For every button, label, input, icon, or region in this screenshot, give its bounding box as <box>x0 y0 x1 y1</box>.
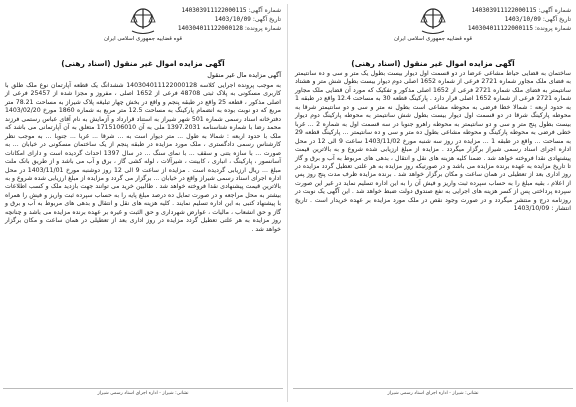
notice-references <box>468 6 571 33</box>
notice-number-row: شماره آگهی: 140303911122000115 <box>471 7 571 14</box>
notice-date-row: تاریخ آگهی: 1403/10/09 <box>504 16 571 23</box>
notice-header <box>3 2 283 58</box>
column-divider <box>287 4 288 402</box>
judiciary-emblem-icon <box>416 5 450 37</box>
notice-date-row: تاریخ آگهی: 1403/10/09 <box>214 16 281 23</box>
notice-body: ساختمان به قضایی حیاط مشاعی عرضا در دو قسمت اول دیوار بیست بطول یک متر و سی و ده سانتیمتر به فضای ملک مجاور شماره 2721 فرعی از شماره 1652 اصلی دوم دیوار بیست بطول شش متر و هشتاد سانتیمتر به فضای ملک شماره 2721 فرعی از 1652 اصلی مذکور و تفکیک که مورد آن قضایی ملک مجاور شماره 2721 فرعی از شماره 1652 اصلی قرار دارد . پارکینگ قطعه 30 به مساحت 12.4 واقع در طبقه 1 به حدود اربعه : شمالا خطا فرضی به محوطه مشاعی است بطول نه متر و سی و دو سانتیمتر شرقا به محوطه پارکینگ شرقا در دو قسمت اول دیوار بیست بطول شش سانتیمتر به محوطه پارکینگ دوم دیوار بیست بطول پنج متر و سی و دو سانتیمتر به محوطه راهرو جنوبا در سه قسمت اول به شماره 2 ... غربا خطی فرضی به محوطه پارکینگ و محوطه مشاعی بطول ده متر و سی و ده سانتیمتر ... پارکینگ قطعه 29 به مساحت ... واقع در طبقه 1 ... مزایده در روز سه شنبه مورخ 1403/11/02 ساعت 9 الی 12 در محل اداره اجرای اسناد رسمی شیراز برگزار میگردد . مزایده از مبلغ ارزیابی شده شروع و به بالاترین قیمت پیشنهادی نقدا فروخته خواهد شد . ضمنا کلیه هزینه های نقل و انتقال ، بدهی های مربوط به آب و برق و گاز تا تاریخ مزایده به عهده برنده مزایده می باشد و در صورتیکه روز مزایده به هر علتی تعطیل گردد مزایده در روز اداری بعد از تعطیلی در همان ساعت و مکان برگزار خواهد شد . برنده مزایده ظرف مدت پنج روز پس از اعلام ، بقیه مبلغ را به حساب سپرده ثبت واریز و فیش آن را به این اداره تسلیم نماید در غیر این صورت سپرده پرداختی پس از کسر هزینه های اجرایی به نفع صندوق دولت ضبط خواهد شد . این آگهی یک نوبت در روزنامه درج و منتشر میگردد و در صورت وجود نقص در ملک مورد مزایده بر عهده خریدار است . تاریخ انتشار : 1403/10/09 <box>295 70 572 213</box>
notice-column-right <box>293 2 573 405</box>
notice-body: به موجب پرونده اجرایی کلاسه 140304011122000128 ششدانگ یک قطعه آپارتمان نوع ملک طلق با کاربری مسکونی به پلاک ثبتی 48708 فرعی از 1652 اصلی ، مفروز و مجزا شده از 25457 فرعی از اصلی مذکور ، قطعه 25 واقع در طبقه پنجم و واقع در بخش چهار تبلیغه پلاک شیراز به مساحت 78.21 متر مربع که دو نوبت بوده به انضمام پارکینگ به مساحت 12.5 متر مربع به شماره 1860 مورخ 1403/02/20 دفترخانه اسناد رسمی شماره 501 شهر شیراز به استناد قرارداد و آزمایش به نام آقای عباس رستمی فرزند محمد رضا با شماره شناسنامه 1397.2031 ملی به آن 1715106010 متعلق به آن آپارتمانی می باشد که ملک با حدود اربعه : شمالا به طول ... متر دیوار است به ... شرقا ... غربا ... جنوبا ... به موجب نظر کارشناس رسمی دادگستری ، ملک مورد مزایده در طبقه پنجم از یک ساختمان مسکونی در خیابان ... به صورت ... با سازه بتنی و سقف ... با نمای سنگ ... در سال 1397 احداث گردیده است و دارای امکانات آسانسور ، پارکینگ ، انباری ، کابینت ، شیرآلات ، لوله کشی گاز ، برق و آب می باشد و از طریق بانک ملت مبلغ ... ریال ارزیابی گردیده است . مزایده از ساعت 9 الی 12 روز دوشنبه مورخ 1403/11/01 در محل اداره اجرای اسناد رسمی شیراز واقع در خیابان ... برگزار می گردد و مزایده از مبلغ ارزیابی شده شروع و به بالاترین قیمت پیشنهادی نقدا فروخته خواهد شد . طالبین خرید می توانند جهت بازدید ملک و کسب اطلاعات بیشتر به محل مراجعه و در صورت تمایل ده درصد مبلغ پایه را به حساب سپرده ثبت واریز و فیش را همراه با پیشنهاد کتبی به این اداره تسلیم نمایند . کلیه هزینه های نقل و انتقال و بدهی های مربوط به آب و برق و گاز و حق انشعاب ، مالیات ، عوارض شهرداری و حق الثبت و غیره بر عهده برنده مزایده می باشد و چنانچه روز مزایده به هر علتی تعطیل گردد مزایده در روز اداری بعد از تعطیلی در همان ساعت و مکان برگزار خواهد شد . <box>5 82 281 233</box>
notice-column-left <box>3 2 283 405</box>
notice-title: آگهی مزایده اموال غیر منقول (اسناد رهنی) <box>61 59 225 68</box>
judiciary-emblem-icon <box>126 5 160 37</box>
notice-references <box>178 6 281 33</box>
notice-number-row: شماره آگهی: 140303911122000115 <box>181 7 281 14</box>
notice-header <box>293 2 573 58</box>
notice-title: آگهی مزایده اموال غیر منقول (اسناد رهنی) <box>351 59 515 68</box>
notice-subtitle: آگهی مزایده مال غیر منقول <box>207 71 281 79</box>
notice-footer: نشانی: شیراز - اداره اجرای اسناد رسمی شیراز <box>3 388 283 405</box>
case-number-row: شماره پرونده: 140304011122000128 <box>177 25 281 32</box>
case-number-row: شماره پرونده: 140304011122000115 <box>467 25 571 32</box>
agency-name: قوه قضاییه جمهوری اسلامی ایران <box>103 36 183 42</box>
agency-name: قوه قضاییه جمهوری اسلامی ایران <box>393 36 473 42</box>
notice-footer: نشانی: شیراز - اداره اجرای اسناد رسمی شیراز <box>293 388 573 405</box>
